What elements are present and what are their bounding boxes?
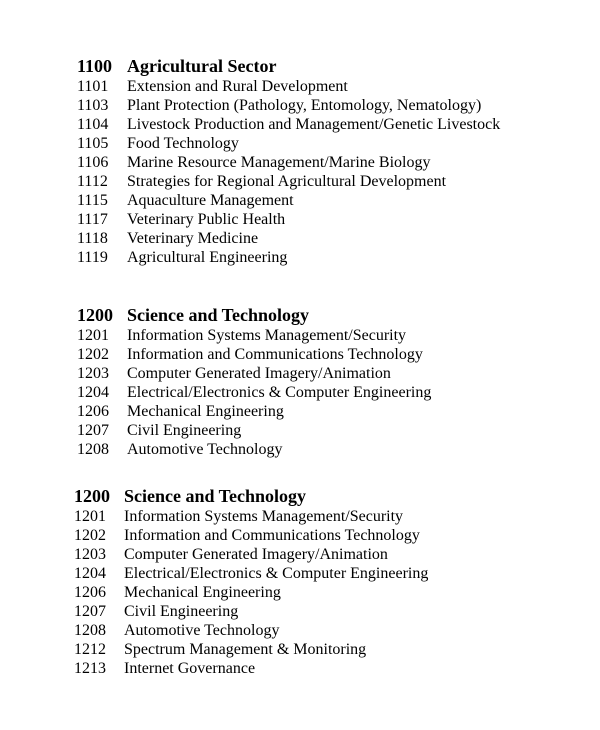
section-heading bbox=[77, 55, 500, 77]
section-heading bbox=[74, 485, 428, 507]
list-item bbox=[74, 526, 428, 545]
item-code: 1203 bbox=[74, 545, 106, 563]
item-label: Veterinary Medicine bbox=[127, 229, 259, 247]
list-item bbox=[77, 345, 431, 364]
item-label: Electrical/Electronics & Computer Engineering bbox=[127, 383, 432, 401]
section-code: 1200 bbox=[74, 485, 110, 506]
item-code: 1208 bbox=[77, 440, 109, 458]
list-item bbox=[77, 77, 500, 96]
section-title: Science and Technology bbox=[124, 485, 307, 506]
item-label: Computer Generated Imagery/Animation bbox=[124, 545, 388, 563]
list-item bbox=[77, 364, 431, 383]
list-item bbox=[74, 545, 428, 564]
list-item bbox=[74, 564, 428, 583]
item-label: Automotive Technology bbox=[124, 621, 280, 639]
item-code: 1213 bbox=[74, 659, 106, 677]
item-label: Spectrum Management & Monitoring bbox=[124, 640, 367, 658]
list-item bbox=[74, 621, 428, 640]
section-science-technology-extended bbox=[74, 485, 428, 678]
item-code: 1204 bbox=[74, 564, 106, 582]
item-label: Internet Governance bbox=[124, 659, 256, 677]
list-item bbox=[77, 383, 431, 402]
item-code: 1202 bbox=[77, 345, 109, 363]
item-code: 1207 bbox=[77, 421, 109, 439]
list-item bbox=[77, 96, 500, 115]
list-item bbox=[77, 326, 431, 345]
item-code: 1105 bbox=[77, 134, 109, 152]
item-label: Marine Resource Management/Marine Biology bbox=[127, 153, 431, 171]
item-label: Computer Generated Imagery/Animation bbox=[127, 364, 391, 382]
item-code: 1119 bbox=[77, 248, 108, 266]
list-item bbox=[74, 583, 428, 602]
item-code: 1201 bbox=[77, 326, 109, 344]
list-item bbox=[77, 115, 500, 134]
item-label: Livestock Production and Management/Genetic Livestock bbox=[127, 115, 501, 133]
list-item bbox=[74, 659, 428, 678]
item-code: 1117 bbox=[77, 210, 108, 228]
item-code: 1201 bbox=[74, 507, 106, 525]
item-label: Civil Engineering bbox=[127, 421, 242, 439]
list-item bbox=[77, 191, 500, 210]
item-label: Information Systems Management/Security bbox=[127, 326, 407, 344]
list-item bbox=[74, 507, 428, 526]
section-title: Science and Technology bbox=[127, 304, 310, 325]
item-label: Agricultural Engineering bbox=[127, 248, 288, 266]
item-code: 1212 bbox=[74, 640, 106, 658]
item-code: 1206 bbox=[77, 402, 109, 420]
item-code: 1112 bbox=[77, 172, 108, 190]
section-title: Agricultural Sector bbox=[127, 55, 277, 76]
item-label: Plant Protection (Pathology, Entomology, Nematology) bbox=[127, 96, 482, 114]
item-label: Veterinary Public Health bbox=[127, 210, 286, 228]
item-code: 1101 bbox=[77, 77, 109, 95]
list-item bbox=[77, 248, 500, 267]
item-label: Electrical/Electronics & Computer Engineering bbox=[124, 564, 429, 582]
item-label: Strategies for Regional Agricultural Development bbox=[127, 172, 447, 190]
list-item bbox=[77, 210, 500, 229]
list-item bbox=[74, 602, 428, 621]
item-code: 1202 bbox=[74, 526, 106, 544]
item-code: 1206 bbox=[74, 583, 106, 601]
section-agricultural-sector bbox=[77, 55, 500, 267]
item-code: 1203 bbox=[77, 364, 109, 382]
item-label: Extension and Rural Development bbox=[127, 77, 348, 95]
list-item bbox=[77, 402, 431, 421]
list-item bbox=[74, 640, 428, 659]
item-label: Information Systems Management/Security bbox=[124, 507, 404, 525]
item-label: Automotive Technology bbox=[127, 440, 283, 458]
section-code: 1200 bbox=[77, 304, 113, 325]
list-item bbox=[77, 421, 431, 440]
item-code: 1204 bbox=[77, 383, 109, 401]
list-item bbox=[77, 172, 500, 191]
section-code: 1100 bbox=[77, 55, 113, 76]
item-label: Information and Communications Technology bbox=[124, 526, 420, 544]
list-item bbox=[77, 134, 500, 153]
item-code: 1115 bbox=[77, 191, 108, 209]
item-code: 1207 bbox=[74, 602, 106, 620]
item-code: 1118 bbox=[77, 229, 108, 247]
item-code: 1104 bbox=[77, 115, 109, 133]
item-label: Food Technology bbox=[127, 134, 239, 152]
item-label: Mechanical Engineering bbox=[124, 583, 281, 601]
item-label: Civil Engineering bbox=[124, 602, 239, 620]
item-label: Information and Communications Technology bbox=[127, 345, 423, 363]
item-label: Mechanical Engineering bbox=[127, 402, 284, 420]
list-item bbox=[77, 153, 500, 172]
list-item bbox=[77, 229, 500, 248]
item-code: 1103 bbox=[77, 96, 109, 114]
list-item bbox=[77, 440, 431, 459]
item-code: 1208 bbox=[74, 621, 106, 639]
item-label: Aquaculture Management bbox=[127, 191, 294, 209]
item-code: 1106 bbox=[77, 153, 109, 171]
section-science-technology bbox=[77, 304, 431, 459]
section-heading bbox=[77, 304, 431, 326]
